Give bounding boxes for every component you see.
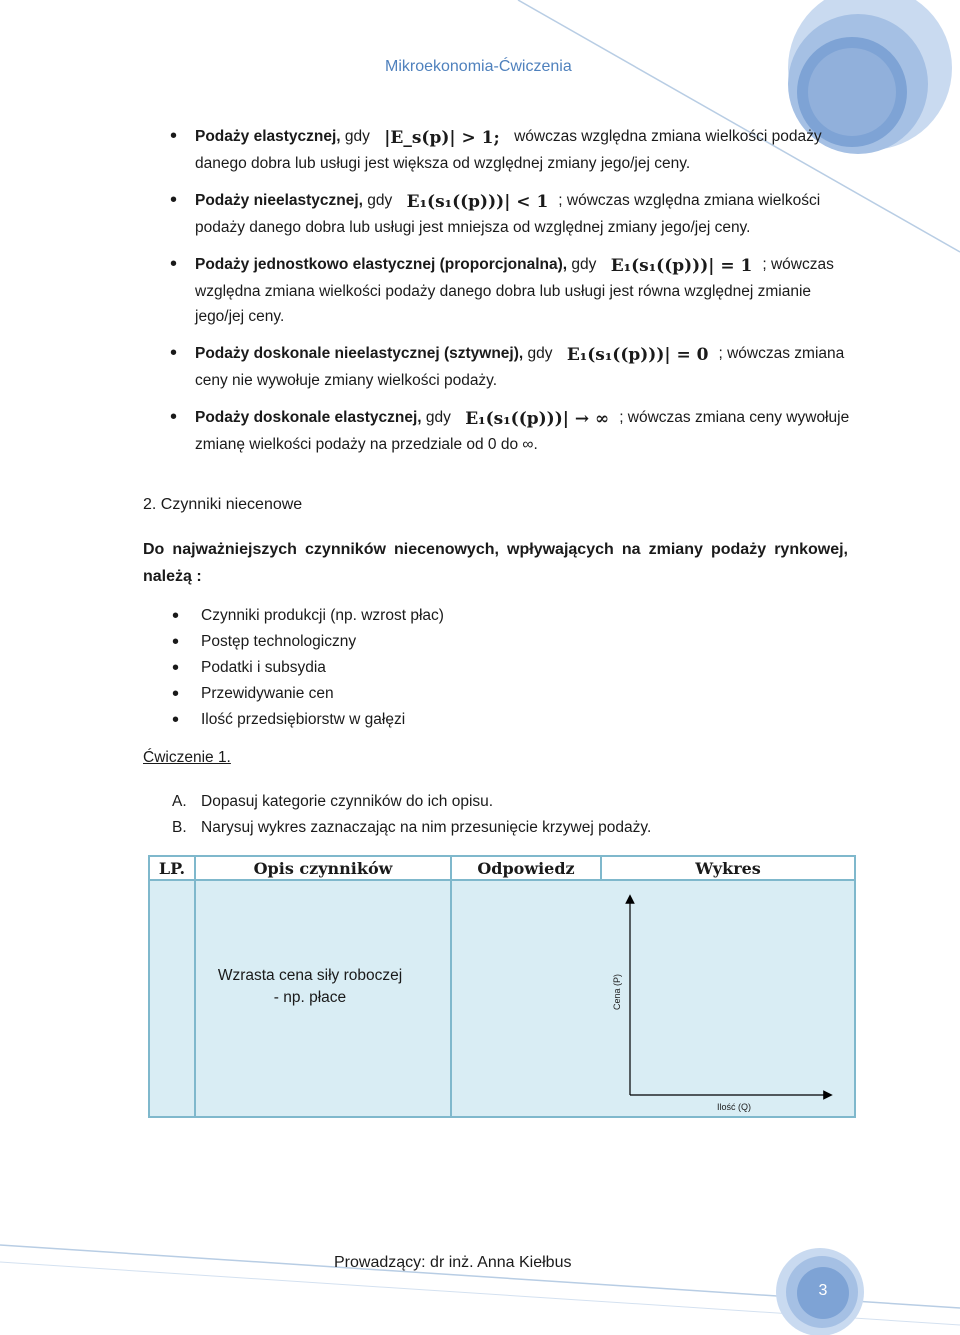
- item-text: ; wówczas zmiana ceny nie wywołuje zmiany wielkości podaży.: [195, 345, 845, 389]
- header-graph: Wykres: [602, 857, 854, 881]
- item-label: Podaży nieelastycznej,: [195, 192, 363, 209]
- list-item: • Czynniki produkcji (np. wzrost płac): [172, 603, 444, 629]
- header-description: Opis czynników: [196, 857, 452, 881]
- section-title: 2. Czynniki niecenowe: [143, 496, 303, 513]
- y-axis-label: Cena (P): [612, 973, 622, 1010]
- header-lp: LP.: [150, 857, 196, 881]
- x-axis-label: Ilość (Q): [717, 1102, 752, 1112]
- header-title: Mikroekonomia-Ćwiczenia: [385, 58, 572, 75]
- supply-graph[interactable]: [602, 883, 854, 1116]
- item-gdy: gdy: [340, 128, 370, 145]
- formula: E₁(s₁((p)))| = 1: [610, 256, 753, 276]
- list-item: [170, 124, 850, 176]
- exercise-title: Ćwiczenie 1.: [143, 749, 231, 766]
- description-line: - np. płace: [273, 989, 347, 1006]
- column-divider: [194, 881, 196, 1116]
- item-gdy: gdy: [363, 192, 393, 209]
- formula: E₁(s₁((p)))| → ∞: [465, 409, 610, 429]
- task-letter: A.: [172, 793, 187, 810]
- list-item: • Podatki i subsydia: [172, 655, 444, 681]
- item-text: ; wówczas względna zmiana wielkości podaży danego dobra lub usługi jest mniejsza od względnej zmiany jego/jej ceny.: [195, 192, 821, 236]
- item-text: ; wówczas zmiana ceny wywołuje zmianę wielkości podaży na przedziale od 0 do ∞.: [195, 409, 850, 453]
- list-item: [170, 252, 850, 329]
- task-text: Dopasuj kategorie czynników do ich opisu.: [201, 793, 494, 810]
- item-label: Podaży doskonale elastycznej,: [195, 409, 422, 426]
- formula: |E_s(p)| > 1;: [384, 128, 500, 148]
- header-answer: Odpowiedz: [452, 857, 602, 881]
- factors-list: [172, 603, 444, 733]
- item-gdy: gdy: [523, 345, 553, 362]
- task-text: Narysuj wykres zaznaczając na nim przesunięcie krzywej podaży.: [201, 819, 652, 836]
- item-text: ; wówczas względna zmiana wielkości podaży danego dobra lub usługi jest równa względnej zmianie jego/jej ceny.: [195, 256, 834, 325]
- item-gdy: gdy: [421, 409, 451, 426]
- tasks-list: [172, 789, 651, 841]
- list-item: [170, 341, 850, 393]
- answer-cell[interactable]: [452, 883, 602, 1116]
- list-item: • Ilość przedsiębiorstw w gałęzi: [172, 707, 444, 733]
- item-label: Podaży doskonale nieelastycznej (sztywnej),: [195, 345, 524, 362]
- page-number: 3: [818, 1282, 828, 1299]
- list-item: • Przewidywanie cen: [172, 681, 444, 707]
- footer-text: Prowadzący: dr inż. Anna Kiełbus: [334, 1254, 572, 1271]
- list-item: [172, 789, 651, 815]
- item-label: Podaży jednostkowo elastycznej (proporcjonalna),: [195, 256, 568, 273]
- description-line: Wzrasta cena siły roboczej: [217, 967, 403, 984]
- formula: E₁(s₁((p)))| < 1: [406, 192, 549, 212]
- exercise-table: [148, 855, 856, 1118]
- item-label: Podaży elastycznej,: [195, 128, 341, 145]
- list-item: • Postęp technologiczny: [172, 629, 444, 655]
- item-gdy: gdy: [567, 256, 597, 273]
- item-text: wówczas względna zmiana wielkości podaży danego dobra lub usługi jest większa od względnej zmiany jego/jej ceny.: [195, 128, 822, 172]
- factor-description: [216, 965, 404, 1009]
- elasticity-list: [170, 124, 850, 469]
- list-item: [172, 815, 651, 841]
- list-item: [170, 188, 850, 240]
- intro-paragraph: Do najważniejszych czynników niecenowych, wpływających na zmiany podaży rynkowej, należą :: [143, 541, 848, 585]
- task-letter: B.: [172, 819, 187, 836]
- formula: E₁(s₁((p)))| = 0: [566, 345, 709, 365]
- list-item: [170, 405, 850, 457]
